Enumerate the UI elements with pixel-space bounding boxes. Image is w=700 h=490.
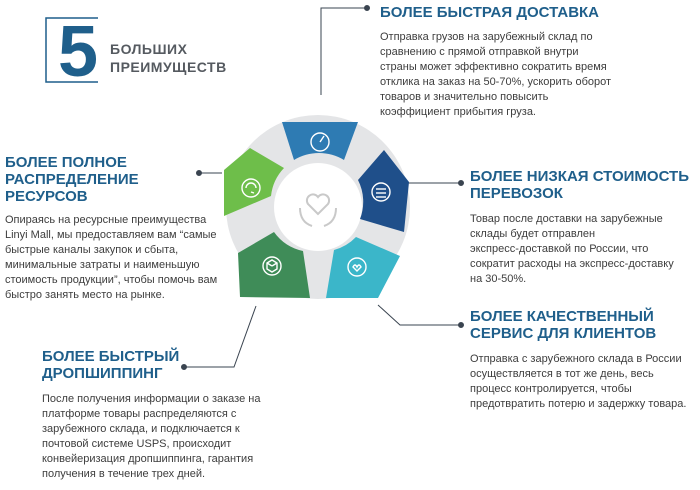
benefit-cost-title: БОЛЕЕ НИЗКАЯ СТОИМОСТЬ ПЕРЕВОЗОК [470, 168, 689, 202]
benefit-delivery [380, 4, 698, 120]
badge-caption: БОЛЬШИХ ПРЕИМУЩЕСТВ [110, 41, 227, 75]
benefit-resources-title: БОЛЕЕ ПОЛНОЕ РАСПРЕДЕЛЕНИЕ РЕСУРСОВ [5, 154, 139, 205]
benefit-service-title: БОЛЕЕ КАЧЕСТВЕННЫЙ СЕРВИС ДЛЯ КЛИЕНТОВ [470, 308, 657, 342]
benefit-delivery-title: БОЛЕЕ БЫСТРАЯ ДОСТАВКА [380, 4, 600, 21]
benefit-resources [5, 154, 230, 303]
benefit-service-text: Отправка с зарубежного склада в России осуществляется в тот же день, весь процесс контролируется, чтобы предотвратить потерю и задержку товара. [470, 353, 687, 410]
connector-service [378, 305, 460, 325]
benefit-cost-text: Товар после доставки на зарубежные склады будет отправлен экспресс-доставкой по России, что сократит расходы на экспресс-доставку на 30-50%. [470, 213, 674, 285]
connector-delivery [321, 8, 366, 95]
benefit-dropship [42, 348, 292, 482]
benefit-cost [470, 168, 698, 287]
connector-dot-service [459, 323, 464, 328]
benefit-dropship-text: После получения информации о заказе на платформе товары распределяются с зарубежного склада, и подключается к почтовой системе USPS, происходит конвейеризация дропшиппинга, гарантия получения в течение трех дней. [42, 393, 261, 480]
benefit-service [470, 308, 698, 412]
connector-dot-delivery [365, 6, 370, 11]
connector-dot-cost [459, 181, 464, 186]
benefit-resources-text: Опираясь на ресурсные преимущества Linyi Mall, мы предоставляем вам “самые быстрые каналы закупок и сбыта, минимальные затраты и наименьшую стоимость продукции”, чтобы помочь вам быстро занять место на рынке. [5, 214, 218, 301]
badge-number: 5 [58, 12, 99, 92]
wheel-core [274, 163, 362, 251]
benefit-delivery-text: Отправка грузов на зарубежный склад по сравнению с прямой отправкой внутри страны может эффективно сократить время отклика на заказ на 50-70%, ускорить оборот товаров и значительно повысить коэффициент прибытия груза. [380, 31, 612, 118]
benefit-dropship-title: БОЛЕЕ БЫСТРЫЙ ДРОПШИППИНГ [42, 348, 180, 382]
